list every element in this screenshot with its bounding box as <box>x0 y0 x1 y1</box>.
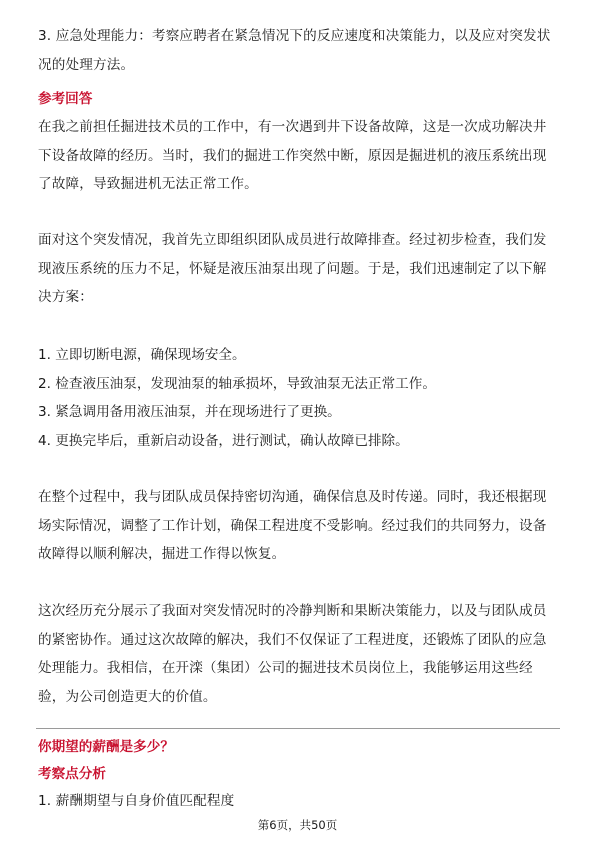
list-item: 3. 紧急调用备用液压油泵，并在现场进行了更换。 <box>38 404 341 420</box>
answer-paragraph-3: 在整个过程中，我与团队成员保持密切沟通，确保信息及时传递。同时，我还根据现场实际情况，调整了工作计划，确保工程进度不受影响。经过我们的共同努力，设备故障得以顺利解决，掘进工作得以恢复。 <box>38 489 547 562</box>
list-item: 1. 立即切断电源，确保现场安全。 <box>38 347 246 363</box>
criteria-paragraph: 3. 应急处理能力：考察应聘者在紧急情况下的反应速度和决策能力，以及应对突发状况的处理方法。 <box>38 28 551 73</box>
section-divider <box>36 728 560 729</box>
answer-paragraph-4: 这次经历充分展示了我面对突发情况时的冷静判断和果断决策能力，以及与团队成员的紧密协作。通过这次故障的解决，我们不仅保证了工程进度，还锻炼了团队的应急处理能力。我相信，在开滦（集团）公司的掘进技术员岗位上，我能够运用这些经验，为公司创造更大的价值。 <box>38 603 547 705</box>
analysis-heading: 考察点分析 <box>38 766 106 782</box>
page-number: 第6页，共50页 <box>257 818 338 832</box>
answer-paragraph-2: 面对这个突发情况，我首先立即组织团队成员进行故障排查。经过初步检查，我们发现液压系统的压力不足，怀疑是液压油泵出现了问题。于是，我们迅速制定了以下解决方案： <box>38 232 547 305</box>
list-item: 2. 检查液压油泵，发现油泵的轴承损坏，导致油泵无法正常工作。 <box>38 375 436 392</box>
question-heading: 你期望的薪酬是多少？ <box>38 739 174 755</box>
analysis-point-1: 1. 薪酬期望与自身价值匹配程度 <box>38 793 235 809</box>
answer-paragraph-1: 在我之前担任掘进技术员的工作中，有一次遇到井下设备故障，这是一次成功解决井下设备故障的经历。当时，我们的掘进工作突然中断，原因是掘进机的液压系统出现了故障，导致掘进机无法正常工作。 <box>38 119 547 192</box>
solution-steps-list <box>38 341 560 455</box>
list-item: 4. 更换完毕后，重新启动设备，进行测试，确认故障已排除。 <box>38 432 409 449</box>
answer-heading: 参考回答 <box>38 91 93 107</box>
